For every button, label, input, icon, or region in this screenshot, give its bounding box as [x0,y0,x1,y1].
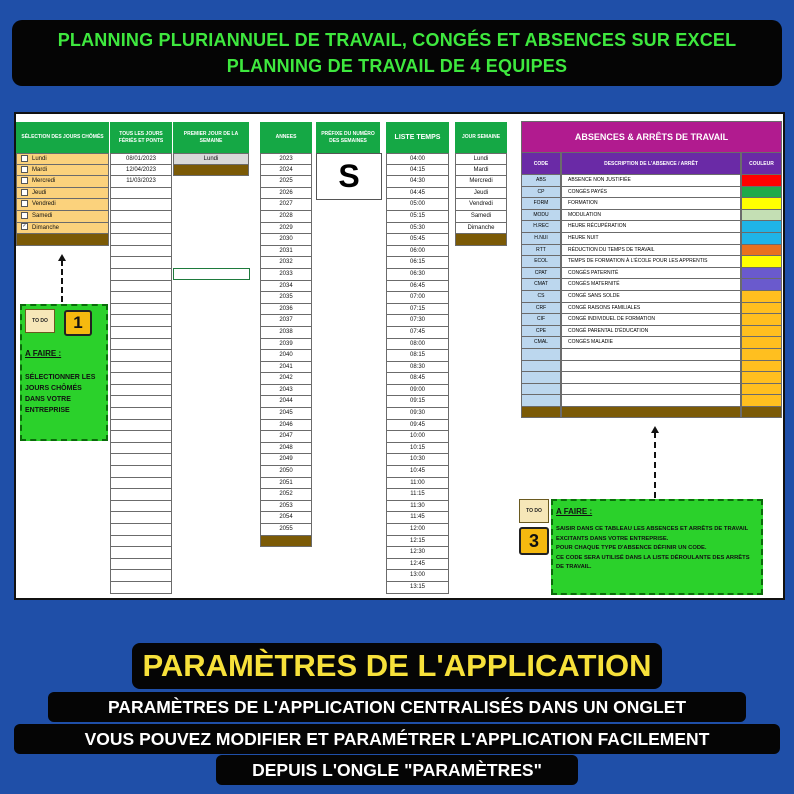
empty-cell [110,466,172,478]
todo3-line1: SAISIR DANS CE TABLEAU LES ABSENCES ET ARRÊTS DE TRAVAIL EXCITANTS DANS VOTRE ENTREPRISE. [556,526,749,542]
bottom-line3: DEPUIS L'ONGLE "PARAMÈTRES" [216,755,578,785]
empty-cell [110,512,172,524]
temps-cell[interactable]: 07:00 [386,292,449,304]
absence-color-swatch[interactable] [741,349,782,361]
temps-cell[interactable]: 11:15 [386,489,449,501]
temps-cell[interactable]: 06:45 [386,281,449,293]
absence-code[interactable]: CP [521,187,561,199]
ferie-cell[interactable]: 08/01/2023 [110,153,172,165]
jour-semaine-cell[interactable]: Dimanche [455,223,507,235]
checkbox[interactable] [21,200,28,207]
bottom-title: PARAMÈTRES DE L'APPLICATION [132,643,662,689]
step-number-1: 1 [64,310,92,336]
annee-cell[interactable]: 2035 [260,292,312,304]
absence-row[interactable] [521,361,782,373]
absence-desc[interactable] [561,349,741,361]
annee-cell[interactable]: 2054 [260,512,312,524]
temps-cell[interactable]: 05:00 [386,199,449,211]
jours-chomes-list [16,153,109,246]
absence-desc[interactable] [561,372,741,384]
annee-cell[interactable]: 2049 [260,454,312,466]
absence-desc[interactable] [561,395,741,407]
annee-cell[interactable]: 2023 [260,153,312,165]
empty-cell [110,547,172,559]
todo3-line2: POUR CHAQUE TYPE D'ABSENCE DÉFINIR UN CODE. [556,545,707,551]
absence-color-swatch[interactable] [741,256,782,268]
absence-row[interactable] [521,233,782,245]
annee-cell[interactable]: 2045 [260,408,312,420]
absence-row[interactable] [521,268,782,280]
top-banner [12,20,782,86]
absence-code[interactable]: CMAT [521,279,561,291]
absence-color-swatch[interactable] [741,395,782,407]
temps-cell[interactable]: 08:45 [386,373,449,385]
absence-code[interactable]: H.NUI [521,233,561,245]
temps-cell[interactable]: 08:30 [386,362,449,374]
absence-color-swatch[interactable] [741,233,782,245]
annee-cell[interactable]: 2048 [260,443,312,455]
empty-cell [110,304,172,316]
ferie-cell[interactable]: 11/03/2023 [110,176,172,188]
end-marker-cell [521,407,561,419]
empty-cell [110,489,172,501]
empty-cell [110,454,172,466]
jour-semaine-cell[interactable]: Samedi [455,211,507,223]
empty-cell [110,269,172,281]
absence-desc[interactable]: CONGÉ RAISONS FAMILIALES [561,303,741,315]
absence-code[interactable]: ABS [521,175,561,187]
end-marker [173,165,249,177]
checkbox-checked[interactable]: ✓ [22,223,27,230]
absence-code[interactable] [521,349,561,361]
annee-cell[interactable]: 2027 [260,199,312,211]
absence-color-swatch[interactable] [741,361,782,373]
todo-note-icon: TO DO [25,309,55,333]
absence-code[interactable]: MODU [521,210,561,222]
annee-cell[interactable]: 2052 [260,489,312,501]
checkbox[interactable] [21,212,28,219]
absence-color-swatch[interactable] [741,175,782,187]
absence-row[interactable] [521,337,782,349]
temps-cell[interactable]: 11:30 [386,501,449,513]
empty-cell [110,339,172,351]
absence-code[interactable] [521,384,561,396]
empty-cell [110,211,172,223]
absence-desc[interactable]: CONGÉS PAYÉS [561,187,741,199]
spreadsheet-screenshot [14,112,785,600]
absence-desc[interactable]: RÉDUCTION DU TEMPS DE TRAVAIL [561,245,741,257]
absence-desc[interactable]: CONGÉ SANS SOLDE [561,291,741,303]
absence-desc[interactable]: CONGÉ PARENTAL D'ÉDUCATION [561,326,741,338]
empty-cell [110,431,172,443]
empty-cell [110,257,172,269]
end-marker [455,234,507,246]
absence-row[interactable] [521,245,782,257]
jour-row[interactable]: Jeudi [16,188,109,200]
temps-cell[interactable]: 09:45 [386,420,449,432]
absence-row[interactable] [521,291,782,303]
temps-cell[interactable]: 07:15 [386,304,449,316]
top-banner-line1: PLANNING PLURIANNUEL DE TRAVAIL, CONGÉS ET ABSENCES SUR EXCEL [57,30,737,50]
annee-cell[interactable]: 2037 [260,315,312,327]
checkbox[interactable] [21,155,28,162]
temps-cell[interactable]: 05:30 [386,223,449,235]
absence-code[interactable]: CS [521,291,561,303]
absence-color-swatch[interactable] [741,303,782,315]
annee-cell[interactable]: 2041 [260,362,312,374]
temps-cell[interactable]: 11:45 [386,512,449,524]
temps-cell[interactable]: 04:00 [386,153,449,165]
premier-jour-list [173,153,249,176]
temps-cell[interactable]: 06:30 [386,269,449,281]
absence-row[interactable] [521,349,782,361]
temps-cell[interactable]: 04:30 [386,176,449,188]
header-premier-jour: PREMIER JOUR DE LA SEMAINE [173,122,249,153]
empty-cell [110,478,172,490]
jour-semaine-cell[interactable]: Mardi [455,165,507,177]
header-jours-chomes: SÉLECTION DES JOURS CHÔMÉS [16,122,109,153]
temps-cell[interactable]: 05:45 [386,234,449,246]
header-feries: TOUS LES JOURS FÉRIÉS ET PONTS [110,122,172,153]
jour-semaine-cell[interactable]: Lundi [455,153,507,165]
empty-cell [110,408,172,420]
annee-cell[interactable]: 2047 [260,431,312,443]
temps-cell[interactable]: 07:45 [386,327,449,339]
header-annees: ANNEES [260,122,312,153]
absence-code[interactable] [521,372,561,384]
temps-cell[interactable]: 12:15 [386,536,449,548]
absence-code[interactable]: CPE [521,326,561,338]
temps-cell[interactable]: 04:45 [386,188,449,200]
temps-cell[interactable]: 10:30 [386,454,449,466]
bottom-line2: VOUS POUVEZ MODIFIER ET PARAMÉTRER L'APPLICATION FACILEMENT [14,724,780,754]
temps-cell[interactable]: 10:15 [386,443,449,455]
top-banner-line2: PLANNING DE TRAVAIL DE 4 EQUIPES [226,56,568,76]
absence-code[interactable]: RTT [521,245,561,257]
annee-cell[interactable]: 2029 [260,223,312,235]
todo-box-3 [551,499,763,595]
todo1-title: A FAIRE : [25,349,62,358]
absence-row[interactable] [521,198,782,210]
selected-cell[interactable] [173,268,250,280]
jour-row[interactable]: Samedi [16,211,109,223]
absence-desc[interactable]: TEMPS DE FORMATION À L'ÉCOLE POUR LES APPRENTIS [561,256,741,268]
empty-cell [110,362,172,374]
temps-cell[interactable]: 13:15 [386,582,449,594]
absence-row[interactable] [521,256,782,268]
todo3-title: A FAIRE : [556,507,593,516]
absence-color-swatch[interactable] [741,279,782,291]
col-color-header: COULEUR [741,153,782,175]
header-prefixe: PRÉFIXE DU NUMÉRO DES SEMAINES [316,122,380,153]
todo3-text [556,525,756,573]
empty-cell [110,373,172,385]
absence-row[interactable] [521,303,782,315]
absence-desc[interactable]: HEURE NUIT [561,233,741,245]
absences-body [521,175,782,418]
empty-cell [110,350,172,362]
annee-cell[interactable]: 2050 [260,466,312,478]
annees-list [260,153,312,547]
empty-cell [110,292,172,304]
absence-code[interactable]: ECOL [521,256,561,268]
jour-row[interactable]: Mercredi [16,176,109,188]
annee-cell[interactable]: 2031 [260,246,312,258]
temps-cell[interactable]: 08:15 [386,350,449,362]
absence-desc[interactable]: CONGÉS MATERNITÉ [561,279,741,291]
empty-cell [110,315,172,327]
absence-row[interactable] [521,384,782,396]
absence-color-swatch[interactable] [741,210,782,222]
absence-code[interactable]: CPAT [521,268,561,280]
absences-title: ABSENCES & ARRÊTS DE TRAVAIL [521,121,782,153]
absence-desc[interactable]: MODULATION [561,210,741,222]
absence-row[interactable] [521,326,782,338]
empty-cell [110,524,172,536]
absence-color-swatch[interactable] [741,326,782,338]
jour-row[interactable]: Mardi [16,165,109,177]
end-marker [260,536,312,548]
empty-cell [110,327,172,339]
empty-cell [110,281,172,293]
prefix-value[interactable]: S [316,153,382,200]
temps-cell[interactable]: 08:00 [386,339,449,351]
absence-desc[interactable]: CONGÉS MALADIE [561,337,741,349]
temps-cell[interactable]: 05:15 [386,211,449,223]
annee-cell[interactable]: 2043 [260,385,312,397]
absence-desc[interactable] [561,361,741,373]
annee-cell[interactable]: 2039 [260,339,312,351]
arrow-up-1 [61,260,63,302]
temps-cell[interactable]: 06:00 [386,246,449,258]
annee-cell[interactable]: 2040 [260,350,312,362]
absence-row[interactable] [521,175,782,187]
temps-cell[interactable]: 12:30 [386,547,449,559]
absence-code[interactable]: CRF [521,303,561,315]
absence-row[interactable] [521,372,782,384]
absence-code[interactable]: FORM [521,198,561,210]
col-desc-header: DESCRIPTION DE L'ABSENCE / ARRÊT [561,153,741,175]
absence-code[interactable] [521,395,561,407]
annee-cell[interactable]: 2051 [260,478,312,490]
ferie-cell[interactable]: 12/04/2023 [110,165,172,177]
absences-table [521,121,782,418]
todo-note-icon: TO DO [519,499,549,523]
absence-row[interactable] [521,314,782,326]
annee-cell[interactable]: 2038 [260,327,312,339]
temps-cell[interactable]: 04:15 [386,165,449,177]
temps-cell[interactable]: 09:15 [386,396,449,408]
end-marker-cell [741,407,782,419]
temps-cell[interactable]: 13:00 [386,570,449,582]
absence-color-swatch[interactable] [741,337,782,349]
checkbox[interactable] [21,177,28,184]
jour-semaine-cell[interactable]: Jeudi [455,188,507,200]
header-liste-temps: LISTE TEMPS [386,122,449,153]
temps-cell[interactable]: 12:00 [386,524,449,536]
absence-color-swatch[interactable] [741,198,782,210]
annee-cell[interactable]: 2044 [260,396,312,408]
temps-cell[interactable]: 06:15 [386,257,449,269]
liste-temps-list [386,153,449,594]
end-marker-cell [561,407,741,419]
temps-cell[interactable]: 07:30 [386,315,449,327]
empty-cell [110,396,172,408]
jour-semaine-cell[interactable]: Mercredi [455,176,507,188]
absence-desc[interactable]: CONGÉS PATERNITÉ [561,268,741,280]
checkbox[interactable] [21,189,28,196]
end-marker [521,407,782,419]
absence-desc[interactable]: CONGÉ INDIVIDUEL DE FORMATION [561,314,741,326]
annee-cell[interactable]: 2034 [260,281,312,293]
annee-cell[interactable]: 2025 [260,176,312,188]
annee-cell[interactable]: 2036 [260,304,312,316]
empty-cell [110,188,172,200]
annee-cell[interactable]: 2053 [260,501,312,513]
temps-cell[interactable]: 10:00 [386,431,449,443]
col-code-header: CODE [521,153,561,175]
empty-cell [110,420,172,432]
temps-cell[interactable]: 09:00 [386,385,449,397]
annee-cell[interactable]: 2030 [260,234,312,246]
absence-desc[interactable]: FORMATION [561,198,741,210]
absence-code[interactable]: CIF [521,314,561,326]
jour-row[interactable]: Lundi [16,153,109,165]
annee-cell[interactable]: 2028 [260,211,312,223]
annee-cell[interactable]: 2042 [260,373,312,385]
empty-cell [110,385,172,397]
absence-desc[interactable] [561,384,741,396]
todo3-line3: CE CODE SERA UTILISÉ DANS LA LISTE DÉROULANTE DES ARRÊTS DE TRAVAIL. [556,554,750,570]
todo1-text: SÉLECTIONNER LES JOURS CHÔMÉS DANS VOTRE ENTREPRISE [25,374,96,414]
temps-cell[interactable]: 09:30 [386,408,449,420]
absence-row[interactable] [521,279,782,291]
absence-row[interactable] [521,221,782,233]
absence-code[interactable]: H.REC [521,221,561,233]
arrow-head-1 [58,254,66,261]
arrow-up-3 [654,432,656,498]
absence-row[interactable] [521,395,782,407]
empty-cell [110,536,172,548]
jour-semaine-cell[interactable]: Vendredi [455,199,507,211]
annee-cell[interactable]: 2026 [260,188,312,200]
temps-cell[interactable]: 10:45 [386,466,449,478]
temps-cell[interactable]: 11:00 [386,478,449,490]
header-jour-semaine: JOUR SEMAINE [455,122,507,153]
annee-cell[interactable]: 2046 [260,420,312,432]
absence-color-swatch[interactable] [741,384,782,396]
empty-cell [110,559,172,571]
bottom-line1: PARAMÈTRES DE L'APPLICATION CENTRALISÉS DANS UN ONGLET [48,692,746,722]
absence-color-swatch[interactable] [741,291,782,303]
end-marker [16,234,109,246]
annee-cell[interactable]: 2033 [260,269,312,281]
jour-row[interactable]: Vendredi [16,199,109,211]
absence-color-swatch[interactable] [741,245,782,257]
absence-desc[interactable]: HEURE RÉCUPÉRATION [561,221,741,233]
absence-color-swatch[interactable] [741,268,782,280]
absence-code[interactable] [521,361,561,373]
absence-color-swatch[interactable] [741,314,782,326]
jour-semaine-list [455,153,507,246]
temps-cell[interactable]: 12:45 [386,559,449,571]
annee-cell[interactable]: 2032 [260,257,312,269]
absences-header-row [521,153,782,175]
annee-cell[interactable]: 2055 [260,524,312,536]
absence-color-swatch[interactable] [741,372,782,384]
todo-box-1 [20,304,108,441]
jour-row[interactable]: ✓ Dimanche [16,223,109,235]
empty-cell [110,570,172,582]
feries-list [110,153,172,594]
empty-cell [110,582,172,594]
absence-desc[interactable]: ABSENCE NON JUSTIFIÉE [561,175,741,187]
empty-cell [110,246,172,258]
arrow-head-3 [651,426,659,433]
absence-color-swatch[interactable] [741,187,782,199]
checkbox[interactable] [21,166,28,173]
annee-cell[interactable]: 2024 [260,165,312,177]
empty-cell [110,234,172,246]
absence-row[interactable] [521,187,782,199]
absence-color-swatch[interactable] [741,221,782,233]
empty-cell [110,501,172,513]
premier-jour-cell[interactable]: Lundi [173,153,249,165]
empty-cell [110,199,172,211]
empty-cell [110,443,172,455]
absence-row[interactable] [521,210,782,222]
empty-cell [110,223,172,235]
step-number-3: 3 [519,527,549,555]
absence-code[interactable]: CMAL [521,337,561,349]
